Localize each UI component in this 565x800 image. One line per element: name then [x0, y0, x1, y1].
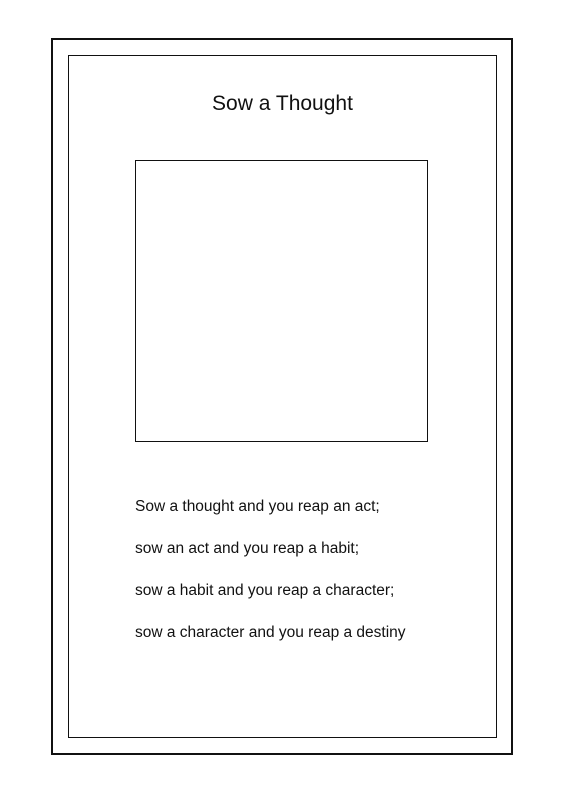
verse	[135, 497, 406, 665]
page-title: Sow a Thought	[212, 92, 353, 115]
verse-line-3: sow a habit and you reap a character;	[135, 582, 395, 599]
verse-line-1: Sow a thought and you reap an act;	[135, 498, 380, 515]
image-placeholder-box	[135, 160, 428, 442]
verse-line-2: sow an act and you reap a habit;	[135, 540, 360, 557]
verse-line-4: sow a character and you reap a destiny	[135, 624, 406, 641]
